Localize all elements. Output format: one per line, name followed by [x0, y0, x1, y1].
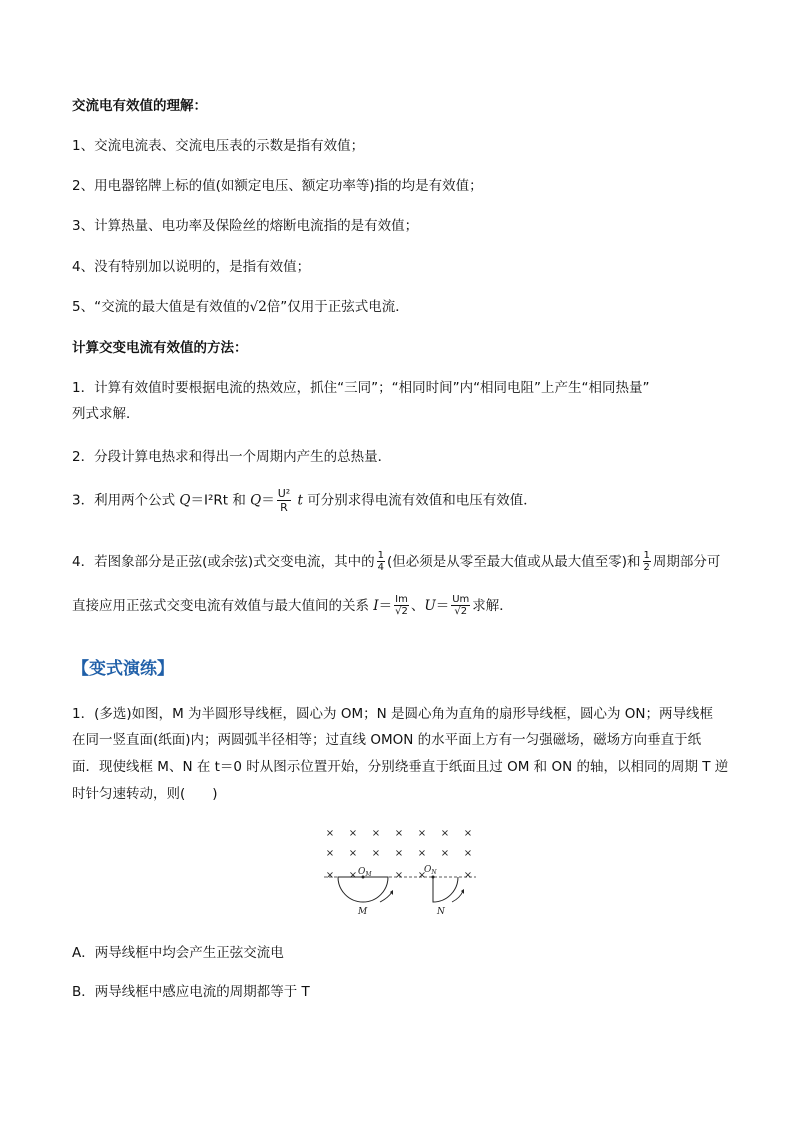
fraction-denominator: R	[280, 501, 288, 514]
fraction-half	[643, 550, 651, 574]
question-1-line-4: 时针匀速转动，则( )	[72, 786, 218, 802]
field-cross: ×	[440, 848, 450, 859]
practice-section-title: 【变式演练】	[72, 659, 174, 679]
list-item: 2、用电器铭牌上标的值(如额定电压、额定功率等)指的均是有效值；	[72, 178, 483, 194]
method-4-line2-prefix: 直接应用正弦式交变电流有效值与最大值间的关系	[72, 598, 374, 614]
fraction-numerator: Im	[395, 594, 408, 605]
method-1-line-1: 1．计算有效值时要根据电流的热效应，抓住“三同”；“相同时间”内“相同电阻”上产生“相同热量”	[72, 380, 650, 396]
label-om: $O_M$	[358, 867, 372, 878]
field-cross: ×	[417, 848, 427, 859]
section-heading-understanding: 交流电有效值的理解：	[72, 98, 207, 114]
field-cross: ×	[440, 828, 450, 839]
question-1-line-3: 面．现使线框 M、N 在 t＝0 时从图示位置开始，分别绕垂直于纸面且过 OM 和 ON 的轴，以相同的周期 T 逆	[72, 759, 729, 775]
option-a[interactable]: A．两导线框中均会产生正弦交流电	[72, 945, 284, 961]
item5-prefix: 5、“交流的最大值是有效值的	[72, 299, 250, 315]
method-1-line-2: 列式求解．	[72, 406, 140, 422]
list-item	[72, 297, 409, 317]
fraction-denominator: √2	[454, 606, 468, 617]
var-i: I	[373, 598, 379, 614]
var-q: Q	[250, 492, 262, 509]
field-cross: ×	[348, 848, 358, 859]
fraction-um-over-sqrt2	[451, 594, 470, 618]
label-m: M	[358, 907, 368, 917]
field-cross: ×	[325, 848, 335, 859]
fraction-denominator: 2	[643, 562, 650, 573]
formula-heat: ＝I²Rt 和	[190, 492, 251, 509]
field-cross: ×	[417, 870, 427, 881]
fraction-denominator: √2	[395, 606, 408, 617]
label-on: $O_N$	[424, 865, 437, 876]
method-4-suffix: 周期部分可	[652, 554, 721, 570]
fraction-u2-over-r	[277, 487, 291, 514]
method-3-prefix: 3．利用两个公式	[72, 492, 180, 509]
field-cross: ×	[325, 828, 335, 839]
rotation-arrow-n	[452, 891, 463, 902]
label-n: N	[437, 907, 445, 917]
method-4-middle: (但必须是从零至最大值或从最大值至零)和	[387, 554, 641, 570]
item5-suffix: 倍”仅用于正弦式电流．	[266, 299, 409, 315]
field-cross: ×	[394, 828, 404, 839]
fraction-numerator: 1	[643, 550, 650, 561]
question-1-line-2: 在同一竖直面(纸面)内；两圆弧半径相等；过直线 OMON 的水平面上方有一匀强磁场，磁场方向垂直于纸	[72, 732, 702, 748]
fraction-numerator: U²	[277, 487, 291, 500]
magnetic-field-diagram	[320, 822, 480, 922]
field-cross: ×	[394, 870, 404, 881]
field-cross: ×	[371, 848, 381, 859]
var-q: Q	[179, 492, 191, 509]
list-item: 3、计算热量、电功率及保险丝的熔断电流指的是有效值；	[72, 218, 419, 234]
method-3	[72, 487, 537, 514]
question-1-line-1: 1．(多选)如图，M 为半圆形导线框，圆心为 OM；N 是圆心角为直角的扇形导线框，圆心为 ON；两导线框	[72, 706, 714, 722]
fraction-im-over-sqrt2	[394, 594, 409, 618]
method-3-suffix: 可分别求得电流有效值和电压有效值．	[307, 492, 537, 509]
semicircle-frame-m	[338, 877, 388, 902]
fraction-denominator: 4	[377, 562, 384, 573]
option-b[interactable]: B．两导线框中感应电流的周期都等于 T	[72, 984, 310, 1000]
field-cross: ×	[463, 828, 473, 839]
equals-sign: ＝	[261, 492, 275, 509]
sector-frame-n	[433, 877, 458, 902]
field-cross: ×	[348, 828, 358, 839]
field-cross: ×	[463, 870, 473, 881]
equals-sign: ＝	[435, 598, 450, 614]
method-4-line-2	[72, 594, 513, 618]
field-cross: ×	[325, 870, 335, 881]
field-cross: ×	[371, 828, 381, 839]
method-4-end: 求解．	[472, 598, 513, 614]
field-cross: ×	[394, 848, 404, 859]
section-heading-methods: 计算交变电流有效值的方法：	[72, 340, 248, 356]
field-cross: ×	[348, 870, 358, 881]
list-item: 4、没有特别加以说明的，是指有效值；	[72, 259, 311, 275]
fraction-quarter	[377, 550, 385, 574]
fraction-numerator: Um	[452, 594, 470, 605]
field-cross: ×	[463, 848, 473, 859]
list-item: 1、交流电流表、交流电压表的示数是指有效值；	[72, 138, 365, 154]
fraction-numerator: 1	[377, 550, 384, 561]
method-4-line-1	[72, 550, 720, 574]
method-4-prefix: 4．若图象部分是正弦(或余弦)式交变电流，其中的	[72, 554, 375, 570]
var-u: U	[424, 598, 436, 614]
method-2: 2．分段计算电热求和得出一个周期内产生的总热量．	[72, 449, 392, 465]
equals-sign: ＝	[378, 598, 393, 614]
var-t: t	[297, 492, 303, 509]
separator: 、	[410, 598, 425, 614]
sqrt2-symbol: √2	[249, 299, 267, 315]
field-cross: ×	[417, 828, 427, 839]
